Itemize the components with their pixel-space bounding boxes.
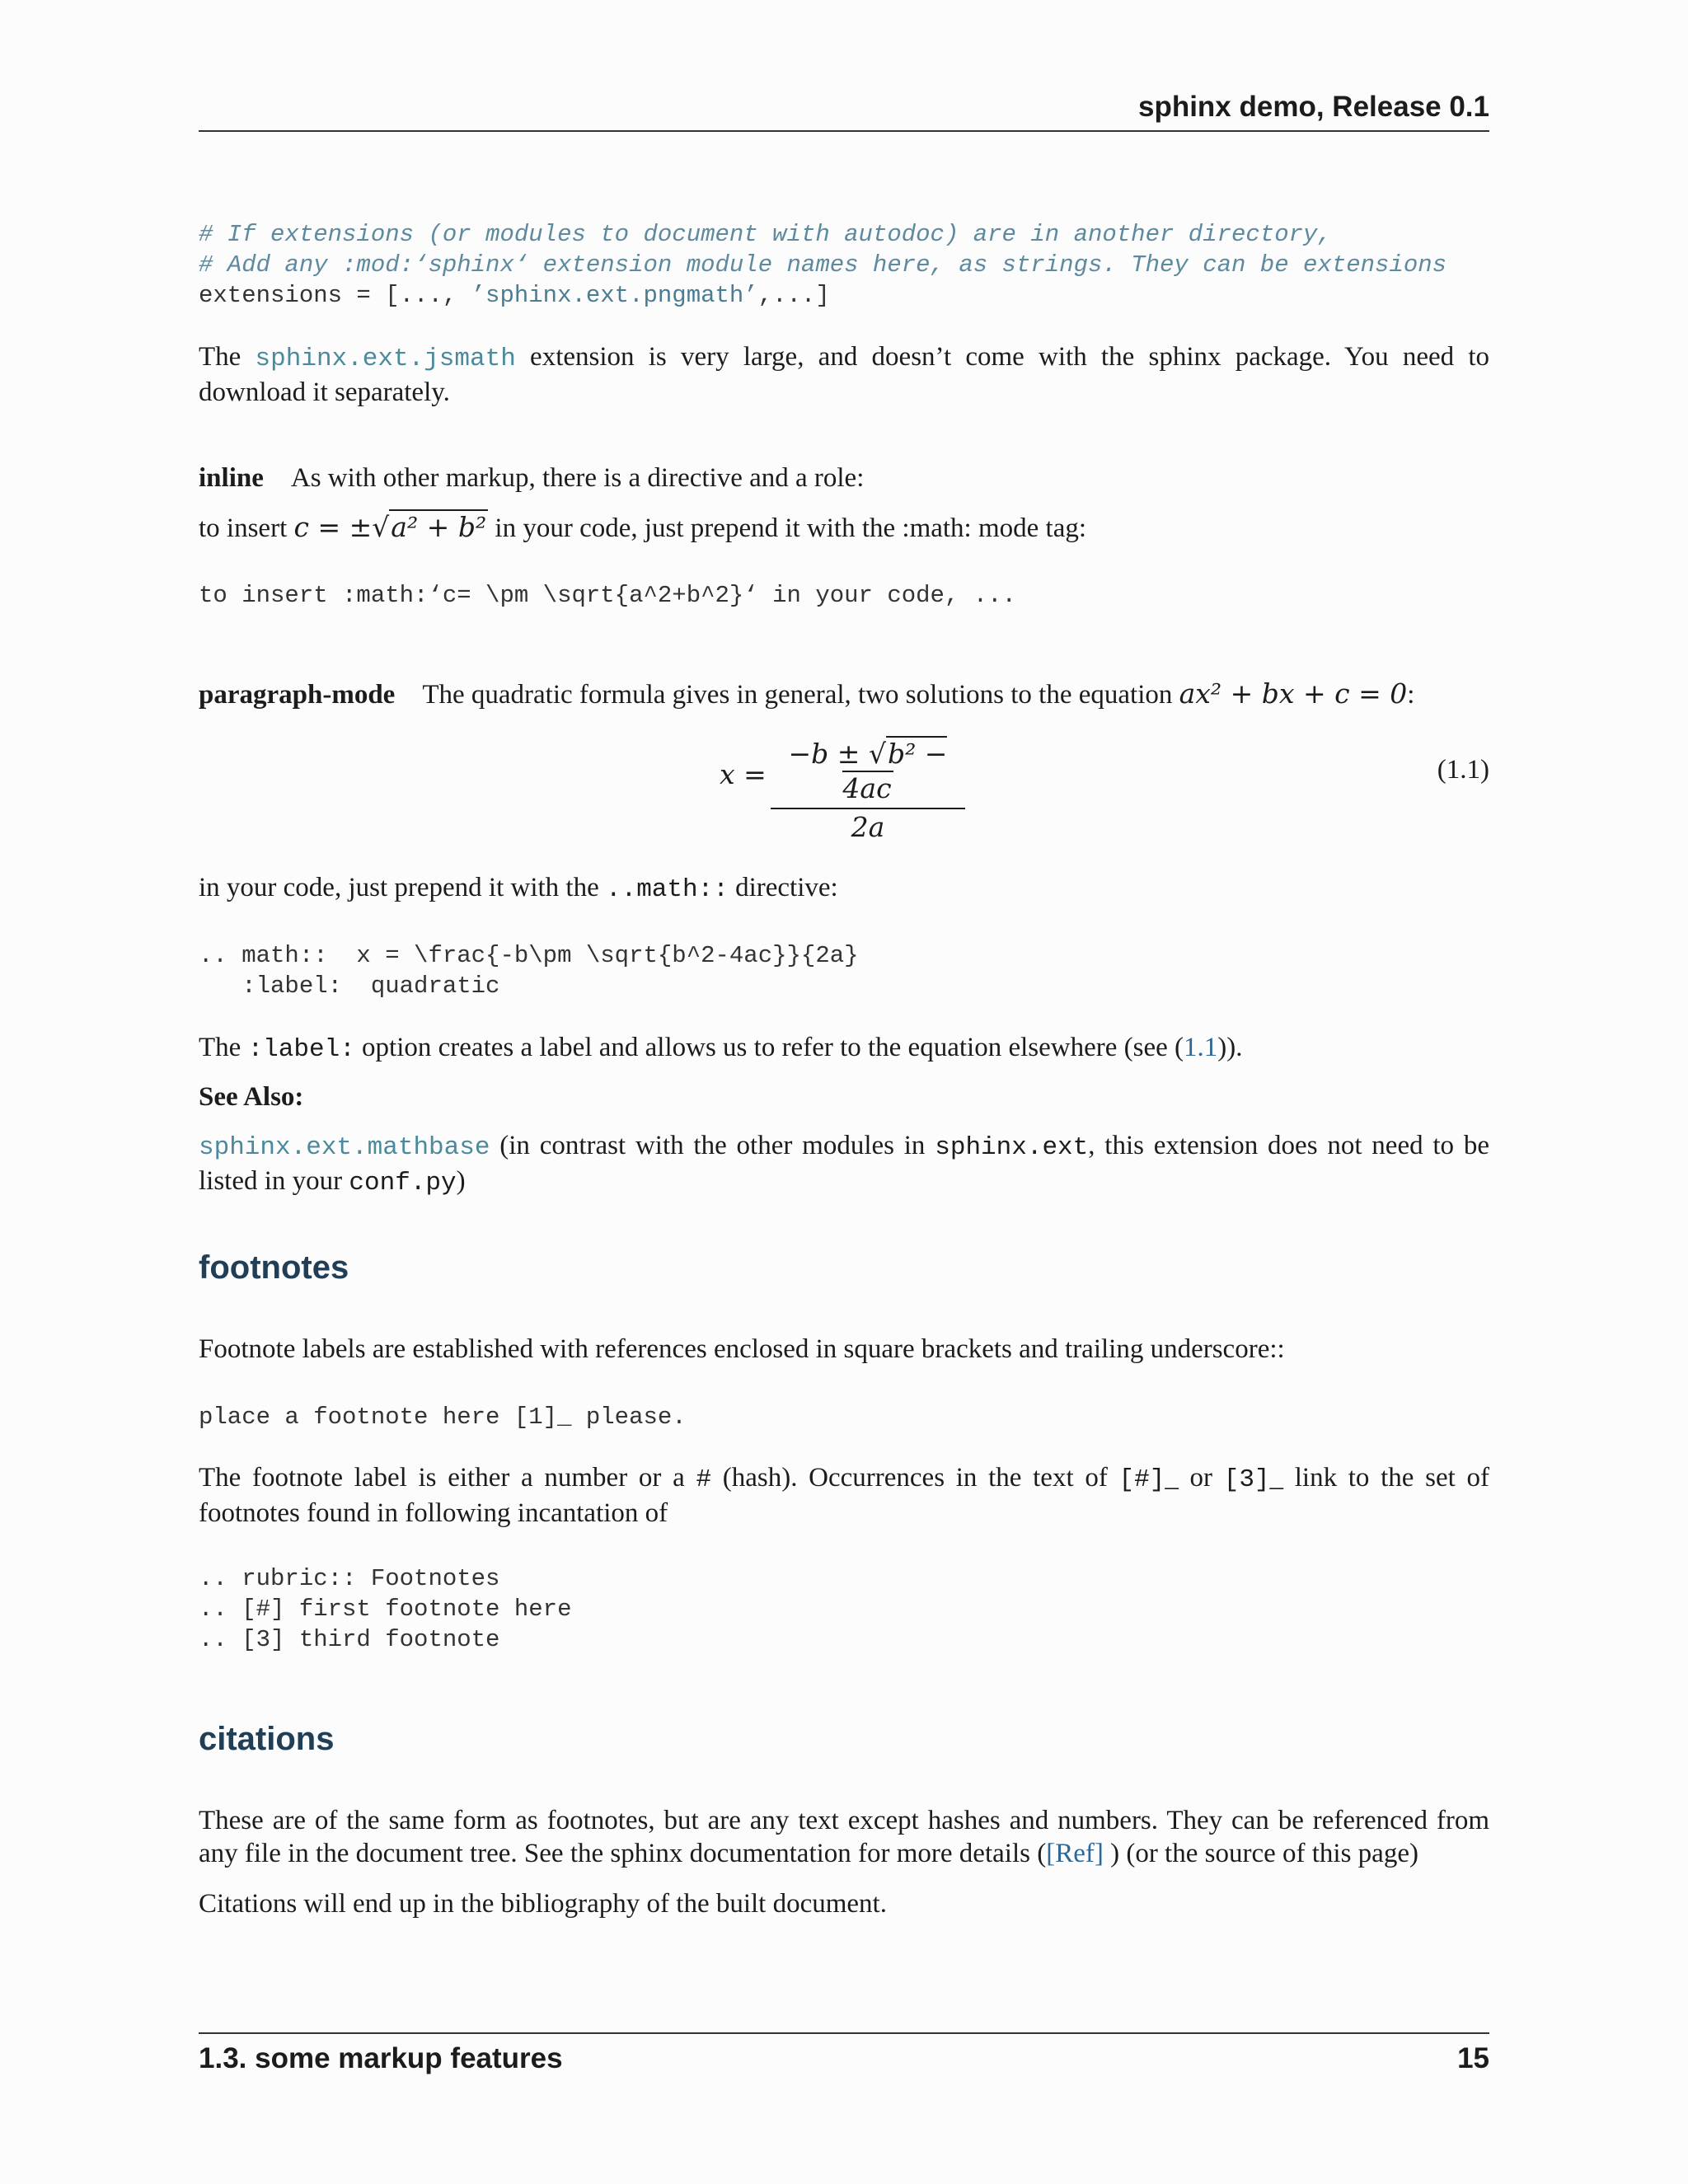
text: _ link to the set of footnotes found in following incantation of	[199, 1463, 1489, 1528]
text: )	[456, 1166, 466, 1196]
link-sphinx-ext-jsmath[interactable]: sphinx.ext.jsmath	[255, 344, 516, 373]
equation-fraction	[771, 737, 965, 846]
text: option creates a label and allows us to refer to the equation elsewhere (see (	[354, 1033, 1184, 1062]
code-line: .. [3] third footnote	[199, 1626, 500, 1653]
equation-reference-link[interactable]: 1.1	[1183, 1033, 1218, 1062]
paragraph-math-directive	[199, 871, 1489, 907]
code-line: .. rubric:: Footnotes	[199, 1565, 500, 1592]
see-also-title: See Also:	[199, 1082, 304, 1112]
definition-text: As with other markup, there is a directive and a role:	[290, 463, 865, 493]
code-block-math	[199, 940, 859, 1001]
paragraph-insert	[199, 511, 1489, 545]
definition-paragraph-mode	[199, 677, 1489, 711]
running-footer	[199, 2032, 1489, 2074]
code-line: ,...]	[757, 282, 830, 309]
definition-inline	[199, 462, 1489, 494]
text: directive:	[728, 873, 838, 902]
equation-lhs: x =	[720, 758, 767, 790]
citation-ref-link[interactable]: [Ref]	[1046, 1839, 1104, 1868]
text: in your code, just prepend it with the	[199, 873, 606, 902]
math-quadratic-equation: ax² + bx + c = 0	[1179, 677, 1408, 710]
text: :	[1407, 680, 1415, 710]
paragraph-label	[199, 1031, 1489, 1066]
code-block-rubric	[199, 1563, 571, 1655]
definition-text: The quadratic formula gives in general, two solutions to the equation	[422, 680, 1179, 710]
text: ) (or the source of this page)	[1103, 1839, 1418, 1868]
footer-section-title: 1.3. some markup features	[199, 2042, 563, 2074]
page-number: 15	[1457, 2042, 1489, 2074]
text: to insert	[199, 513, 294, 543]
code-comment-line: # If extensions (or modules to document with autodoc) are in another directory,	[199, 221, 1332, 248]
text: The	[199, 1033, 248, 1062]
section-heading-citations: citations	[199, 1721, 335, 1757]
paragraph-footnote-label	[199, 1461, 1489, 1530]
numerator-text: −b ±	[788, 738, 869, 770]
code-line: extensions = [...,	[199, 282, 471, 309]
sqrt-symbol: √	[868, 738, 886, 770]
math-inline-c: c = ±	[293, 511, 373, 543]
fraction-numerator	[771, 737, 965, 809]
code-line-footnote: place a footnote here [1]_ please.	[199, 1404, 687, 1431]
text: _ or	[1165, 1463, 1224, 1493]
inline-code: sphinx.ext	[935, 1133, 1089, 1162]
section-heading-footnotes: footnotes	[199, 1249, 349, 1286]
inline-code: :label:	[247, 1035, 355, 1064]
inline-code: #	[696, 1465, 712, 1494]
code-block-extensions	[199, 219, 1447, 311]
text: (in contrast with the other modules in	[490, 1131, 935, 1160]
paragraph-jsmath	[199, 340, 1489, 409]
term-inline: inline	[199, 463, 264, 493]
paragraph-footnote-labels: Footnote labels are established with references enclosed in square brackets and trailing underscore::	[199, 1334, 1285, 1364]
sqrt-symbol: √	[372, 511, 390, 543]
code-line: .. math:: x = \frac{-b\pm \sqrt{b^2-4ac}}{2a}	[199, 942, 859, 969]
text: The footnote label is either a number or a	[199, 1463, 696, 1493]
inline-code: [#]	[1118, 1465, 1165, 1494]
text: The	[199, 342, 256, 372]
text: These are of the same form as footnotes, but are any text except hashes and numbers. They can be referenced from any file in the document tree. See the sphinx documentation for more details (	[199, 1806, 1489, 1868]
paragraph-citations	[199, 1804, 1489, 1870]
term-paragraph-mode: paragraph-mode	[199, 680, 396, 710]
text: in your code, just prepend it with the :math: mode tag:	[488, 513, 1087, 543]
see-also-body	[199, 1129, 1489, 1200]
code-comment-line: # Add any :mod:‘sphinx‘ extension module names here, as strings. They can be extensions	[199, 251, 1447, 279]
text: )).	[1217, 1033, 1243, 1062]
text: extension is very large, and doesn’t come with the sphinx package. You need to download it separately.	[199, 342, 1490, 407]
header-title: sphinx demo, Release 0.1	[1137, 91, 1489, 123]
inline-code: conf.py	[349, 1169, 457, 1197]
text: , this extension does not need to be listed in your	[199, 1131, 1489, 1196]
math-inline-root: a² + b²	[391, 511, 487, 543]
code-line-inline: to insert :math:‘c= \pm \sqrt{a^2+b^2}‘ in your code, ...	[199, 582, 1016, 609]
text: (hash). Occurrences in the text of	[711, 1463, 1119, 1493]
paragraph-bibliography: Citations will end up in the bibliography of the built document.	[199, 1889, 887, 1919]
numerator-root: b² − 4ac	[842, 738, 948, 804]
running-header	[199, 91, 1489, 132]
inline-code: [3]	[1223, 1465, 1270, 1494]
code-line: .. [#] first footnote here	[199, 1596, 572, 1623]
inline-code: ..math::	[606, 875, 729, 904]
equation-number: (1.1)	[1437, 755, 1489, 785]
equation-quadratic	[0, 733, 1688, 843]
code-string: ’sphinx.ext.pngmath’	[471, 282, 758, 309]
fraction-denominator: 2a	[851, 811, 885, 843]
link-sphinx-ext-mathbase[interactable]: sphinx.ext.mathbase	[199, 1133, 490, 1162]
code-line: :label: quadratic	[199, 972, 500, 1000]
